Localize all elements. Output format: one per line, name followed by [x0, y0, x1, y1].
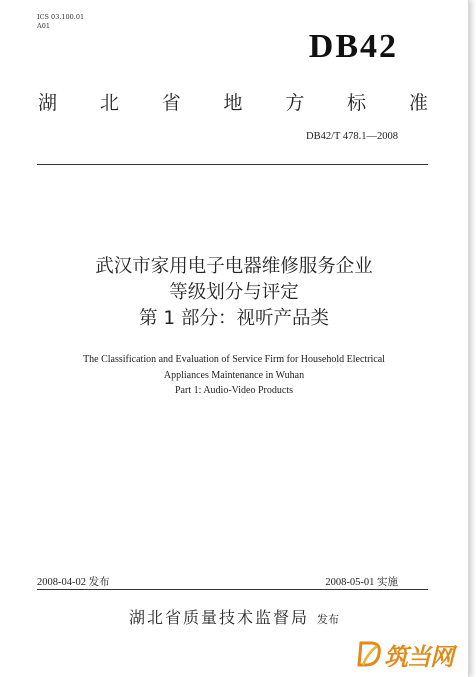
standard-type-char: 标: [347, 92, 367, 114]
chinese-title-line: 武汉市家用电子电器维修服务企业: [95, 256, 373, 277]
standard-code: DB42: [308, 28, 398, 65]
header-divider: [37, 164, 428, 165]
site-watermark: [357, 637, 475, 671]
publisher-name: 湖北省质量技术监督局: [128, 608, 309, 627]
standard-type-char: 准: [408, 92, 428, 114]
standard-type-heading: [38, 88, 428, 115]
english-title-line: Appliances Maintenance in Wuhan: [163, 369, 305, 381]
footer-divider: [37, 589, 428, 590]
watermark-logo-icon: [357, 640, 383, 668]
standard-number: DB42/T 478.1—2008: [306, 131, 398, 142]
standard-type-char: 方: [285, 92, 305, 114]
publisher-line: [0, 605, 468, 628]
standard-type-char: 省: [161, 92, 181, 114]
chinese-title-line: 第 1 部分：视听产品类: [138, 308, 330, 329]
watermark-text: 筑当网: [384, 642, 453, 671]
chinese-title: [0, 254, 468, 332]
standard-type-char: 北: [99, 92, 119, 114]
english-title-line: Part 1: Audio-Video Products: [174, 385, 293, 396]
issue-date: 2008-04-02 发布: [37, 577, 110, 588]
implementation-date: 2008-05-01 实施: [325, 577, 398, 588]
english-title: [0, 352, 468, 399]
ccs-code: A01: [37, 22, 50, 30]
english-title-line: The Classification and Evaluation of Service Firm for Household Electrical: [83, 354, 385, 365]
chinese-title-line: 等级划分与评定: [169, 282, 299, 303]
standard-type-char: 湖: [38, 92, 58, 114]
standard-type-char: 地: [223, 92, 243, 114]
ics-code: ICS 03.100.01: [37, 13, 85, 21]
publisher-suffix: 发布: [317, 613, 339, 626]
